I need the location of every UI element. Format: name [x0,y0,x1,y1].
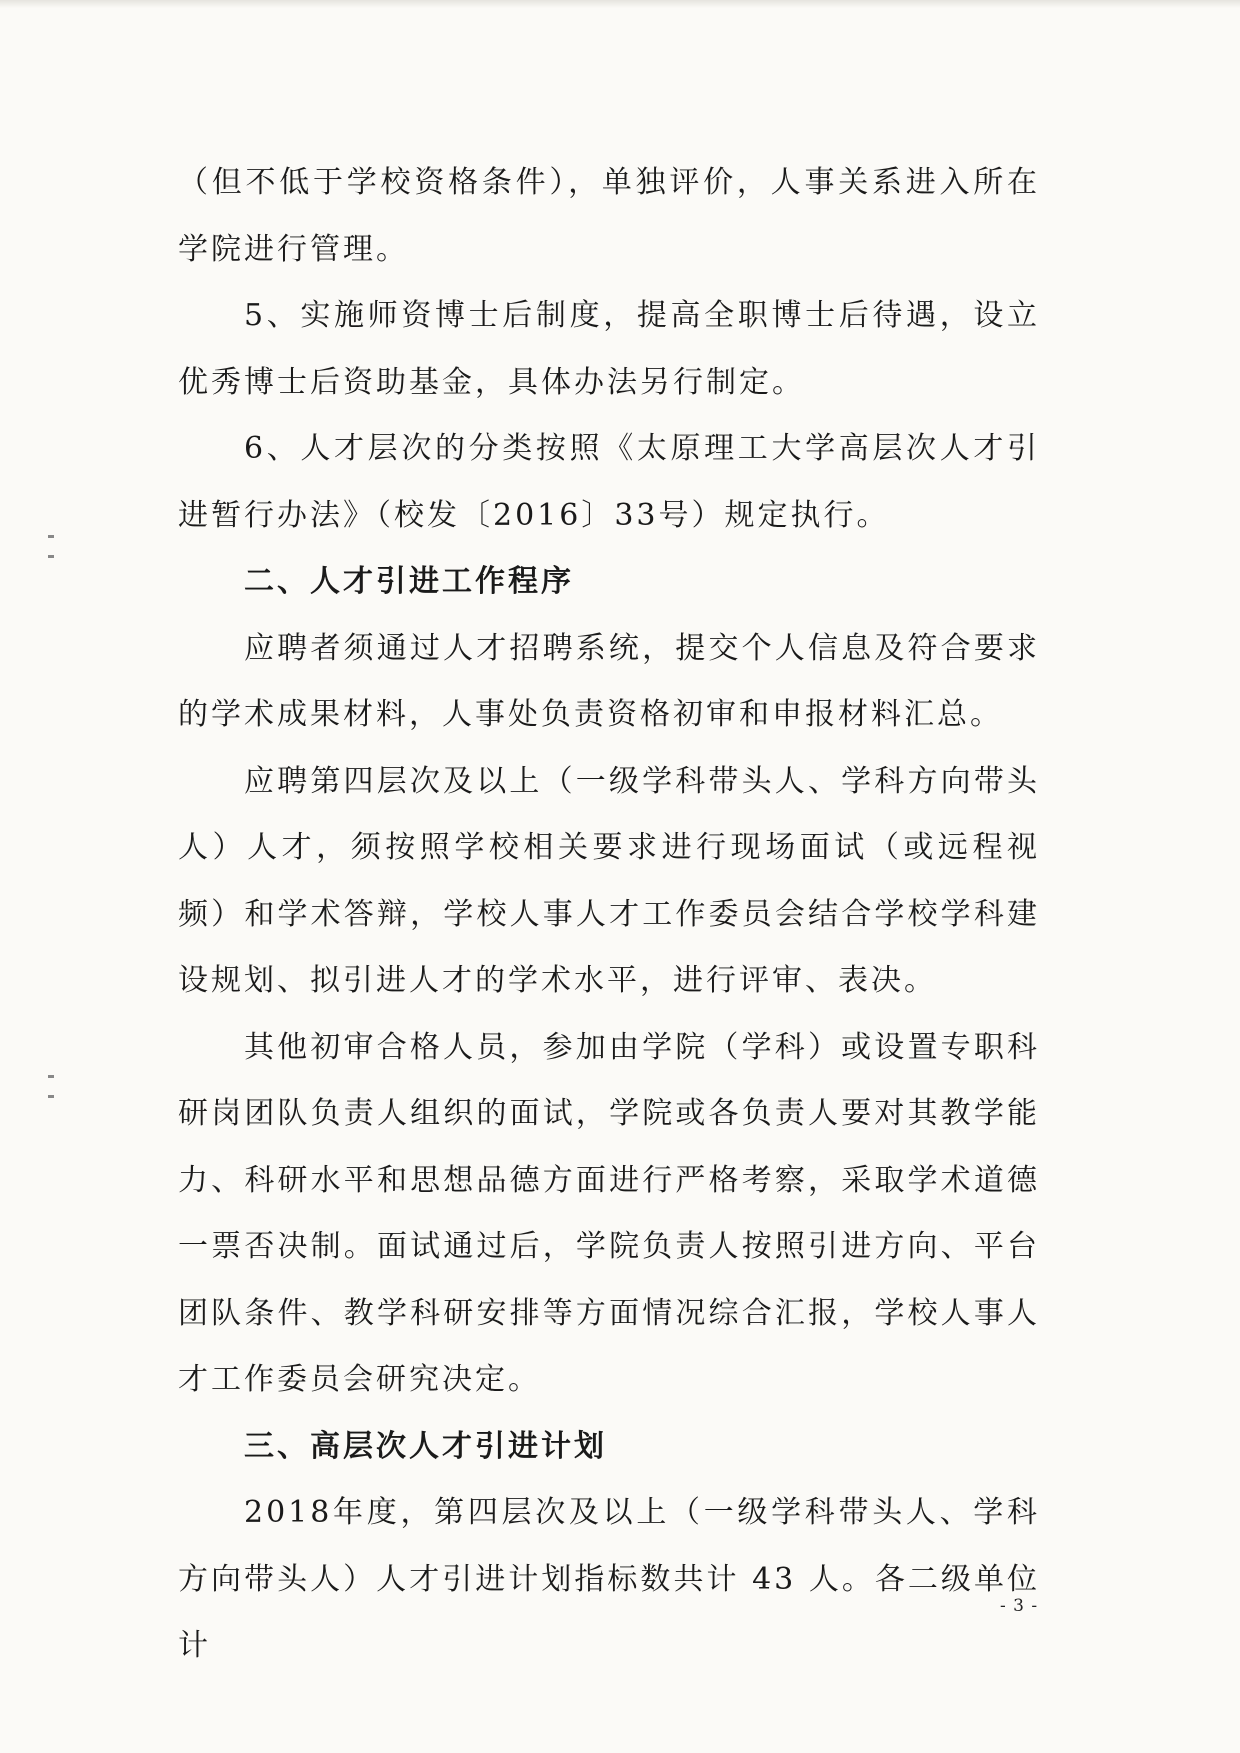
paragraph-item-5: 5、实施师资博士后制度，提高全职博士后待遇，设立优秀博士后资助基金，具体办法另行制定。 [178,298,1040,400]
paragraph-level-four: 应聘第四层次及以上（一级学科带头人、学科方向带头人）人才，须按照学校相关要求进行现场面试（或远程视频）和学术答辩，学校人事人才工作委员会结合学校学科建设规划、拟引进人才的学术水平，进行评审、表决。 [178,763,1040,998]
scan-speck [48,555,54,558]
paragraph-item-6: 6、人才层次的分类按照《太原理工大学高层次人才引进暂行办法》（校发〔2016〕33号）规定执行。 [178,431,1040,533]
section-heading-procedure: 二、人才引进工作程序 [244,564,574,599]
scan-speck [48,1075,54,1078]
scan-speck [48,535,54,538]
paragraph-other-candidates: 其他初审合格人员，参加由学院（学科）或设置专职科研岗团队负责人组织的面试，学院或各负责人要对其教学能力、科研水平和思想品德方面进行严格考察，采取学术道德一票否决制。面试通过后，学院负责人按照引进方向、平台团队条件、教学科研安排等方面情况综合汇报，学校人事人才工作委员会研究决定。 [178,1029,1040,1397]
section-heading-plan: 三、高层次人才引进计划 [244,1428,607,1464]
scan-top-edge [0,0,1240,8]
paragraph-plan-2018: 2018年度，第四层次及以上（一级学科带头人、学科方向带头人）人才引进计划指标数共计 43 人。各二级单位计 [178,1495,1040,1663]
scan-speck [48,1095,54,1098]
page-number: - 3 - [1000,1596,1039,1616]
paragraph-application: 应聘者须通过人才招聘系统，提交个人信息及符合要求的学术成果材料，人事处负责资格初审和申报材料汇总。 [178,630,1040,732]
document-body [178,150,1040,1680]
paragraph-continuation: （但不低于学校资格条件），单独评价，人事关系进入所在学院进行管理。 [178,165,1040,267]
